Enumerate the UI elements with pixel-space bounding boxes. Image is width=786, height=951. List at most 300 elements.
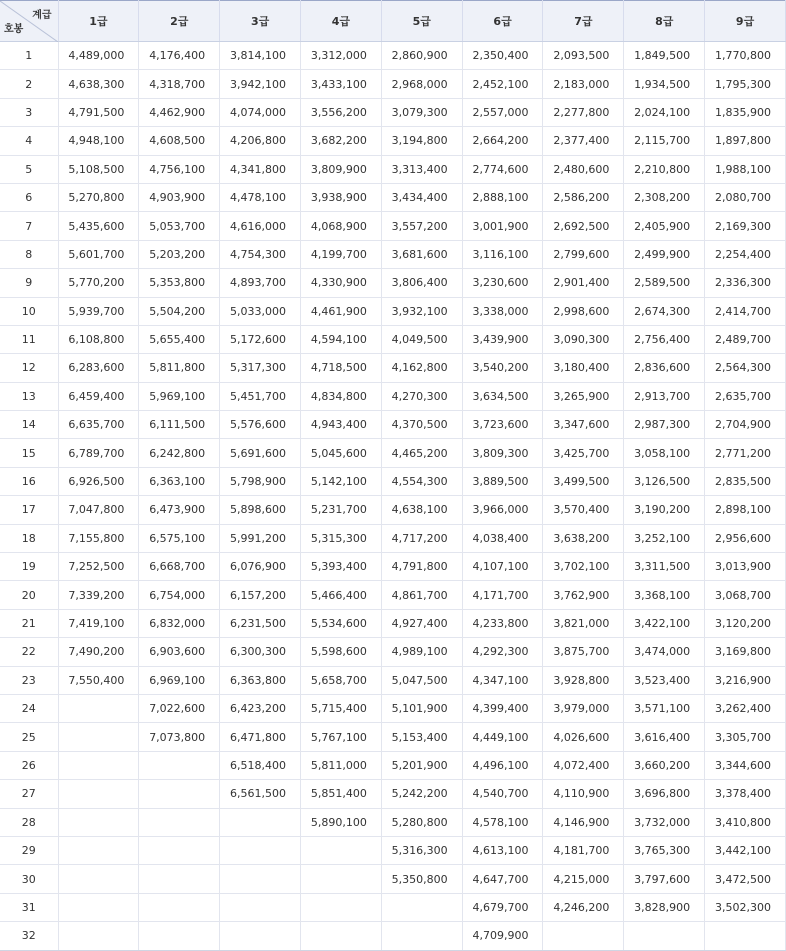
salary-cell: 2,835,500: [705, 467, 786, 495]
salary-cell: 1,770,800: [705, 42, 786, 70]
salary-cell: 2,968,000: [381, 70, 462, 98]
salary-cell: 4,638,300: [58, 70, 139, 98]
salary-cell: 5,969,100: [139, 382, 220, 410]
salary-cell: 2,557,000: [462, 98, 543, 126]
step-number-cell: 22: [0, 638, 58, 666]
salary-cell: 2,336,300: [705, 269, 786, 297]
salary-cell: 2,664,200: [462, 127, 543, 155]
salary-cell: 4,616,000: [220, 212, 301, 240]
table-row: [0, 70, 786, 98]
salary-cell: 2,913,700: [624, 382, 705, 410]
salary-cell: 3,190,200: [624, 496, 705, 524]
salary-cell: 4,270,300: [381, 382, 462, 410]
step-number-cell: 7: [0, 212, 58, 240]
salary-cell: 6,242,800: [139, 439, 220, 467]
step-number-cell: 8: [0, 240, 58, 268]
header-row: [0, 1, 786, 42]
salary-cell: 5,108,500: [58, 155, 139, 183]
salary-cell: 4,318,700: [139, 70, 220, 98]
salary-cell: 2,860,900: [381, 42, 462, 70]
salary-cell: 4,496,100: [462, 751, 543, 779]
table-row: [0, 42, 786, 70]
grade-header-cell: 1급: [58, 1, 139, 42]
table-row: [0, 524, 786, 552]
salary-cell: 2,774,600: [462, 155, 543, 183]
step-number-cell: 9: [0, 269, 58, 297]
salary-cell: 3,932,100: [381, 297, 462, 325]
salary-cell: 3,765,300: [624, 836, 705, 864]
step-axis-label: 호봉: [4, 24, 24, 35]
salary-cell: 4,489,000: [58, 42, 139, 70]
salary-cell: 2,115,700: [624, 127, 705, 155]
salary-cell: 3,928,800: [543, 666, 624, 694]
table-row: [0, 98, 786, 126]
salary-cell: 6,789,700: [58, 439, 139, 467]
salary-cell: 3,682,200: [301, 127, 382, 155]
salary-cell: 3,797,600: [624, 865, 705, 893]
salary-cell: 6,283,600: [58, 354, 139, 382]
salary-cell: 3,313,400: [381, 155, 462, 183]
salary-cell: 3,616,400: [624, 723, 705, 751]
salary-cell: 5,598,600: [301, 638, 382, 666]
table-row: [0, 865, 786, 893]
grade-header-cell: 2급: [139, 1, 220, 42]
salary-cell: 5,142,100: [301, 467, 382, 495]
salary-cell: 6,423,200: [220, 694, 301, 722]
salary-cell: 2,277,800: [543, 98, 624, 126]
salary-cell: 3,442,100: [705, 836, 786, 864]
salary-cell: 5,601,700: [58, 240, 139, 268]
salary-cell: 6,363,100: [139, 467, 220, 495]
salary-cell: 5,576,600: [220, 411, 301, 439]
salary-cell: 2,489,700: [705, 325, 786, 353]
grade-axis-label: 계급: [32, 10, 52, 21]
salary-cell: 4,756,100: [139, 155, 220, 183]
salary-cell: 5,504,200: [139, 297, 220, 325]
step-number-cell: 20: [0, 581, 58, 609]
salary-cell: [220, 836, 301, 864]
salary-cell: 6,157,200: [220, 581, 301, 609]
step-number-cell: 26: [0, 751, 58, 779]
salary-cell: 4,647,700: [462, 865, 543, 893]
salary-cell: 5,201,900: [381, 751, 462, 779]
salary-cell: [301, 865, 382, 893]
salary-cell: 3,312,000: [301, 42, 382, 70]
salary-cell: 2,987,300: [624, 411, 705, 439]
salary-cell: 4,478,100: [220, 183, 301, 211]
salary-cell: 7,339,200: [58, 581, 139, 609]
salary-cell: 3,762,900: [543, 581, 624, 609]
salary-cell: 3,378,400: [705, 780, 786, 808]
salary-cell: 2,377,400: [543, 127, 624, 155]
step-number-cell: 5: [0, 155, 58, 183]
salary-cell: 6,926,500: [58, 467, 139, 495]
salary-cell: [220, 865, 301, 893]
salary-cell: 4,948,100: [58, 127, 139, 155]
salary-cell: 4,068,900: [301, 212, 382, 240]
step-number-cell: 18: [0, 524, 58, 552]
step-number-cell: 13: [0, 382, 58, 410]
salary-cell: 5,767,100: [301, 723, 382, 751]
salary-cell: 5,898,600: [220, 496, 301, 524]
salary-cell: 6,076,900: [220, 553, 301, 581]
salary-cell: [139, 865, 220, 893]
salary-cell: 5,658,700: [301, 666, 382, 694]
salary-cell: 5,242,200: [381, 780, 462, 808]
salary-cell: 3,502,300: [705, 893, 786, 921]
salary-cell: 2,414,700: [705, 297, 786, 325]
salary-cell: 4,861,700: [381, 581, 462, 609]
step-number-cell: 30: [0, 865, 58, 893]
step-number-cell: 10: [0, 297, 58, 325]
salary-cell: 5,270,800: [58, 183, 139, 211]
salary-cell: 3,556,200: [301, 98, 382, 126]
salary-cell: 5,203,200: [139, 240, 220, 268]
salary-cell: 5,101,900: [381, 694, 462, 722]
step-number-cell: 14: [0, 411, 58, 439]
salary-cell: 4,554,300: [381, 467, 462, 495]
table-row: [0, 836, 786, 864]
salary-cell: [220, 893, 301, 921]
salary-cell: 4,903,900: [139, 183, 220, 211]
salary-cell: 3,809,300: [462, 439, 543, 467]
table-row: [0, 609, 786, 637]
salary-cell: 4,449,100: [462, 723, 543, 751]
salary-cell: 3,702,100: [543, 553, 624, 581]
salary-cell: 2,080,700: [705, 183, 786, 211]
salary-cell: 3,368,100: [624, 581, 705, 609]
salary-cell: 4,679,700: [462, 893, 543, 921]
salary-cell: 4,074,000: [220, 98, 301, 126]
salary-cell: 4,791,800: [381, 553, 462, 581]
table-row: [0, 553, 786, 581]
salary-cell: 2,704,900: [705, 411, 786, 439]
salary-cell: 3,001,900: [462, 212, 543, 240]
grade-header-cell: 7급: [543, 1, 624, 42]
salary-cell: 4,989,100: [381, 638, 462, 666]
grade-header-cell: 5급: [381, 1, 462, 42]
table-row: [0, 127, 786, 155]
salary-cell: 4,613,100: [462, 836, 543, 864]
salary-cell: [58, 751, 139, 779]
table-row: [0, 269, 786, 297]
salary-cell: 2,210,800: [624, 155, 705, 183]
salary-cell: 3,305,700: [705, 723, 786, 751]
salary-cell: 6,363,800: [220, 666, 301, 694]
salary-cell: [301, 893, 382, 921]
salary-cell: 5,939,700: [58, 297, 139, 325]
salary-cell: 5,350,800: [381, 865, 462, 893]
salary-cell: 6,300,300: [220, 638, 301, 666]
salary-cell: 3,474,000: [624, 638, 705, 666]
salary-cell: 1,795,300: [705, 70, 786, 98]
salary-cell: 4,791,500: [58, 98, 139, 126]
salary-cell: 2,254,400: [705, 240, 786, 268]
salary-cell: 3,814,100: [220, 42, 301, 70]
salary-cell: 2,169,300: [705, 212, 786, 240]
step-number-cell: 17: [0, 496, 58, 524]
salary-cell: 1,835,900: [705, 98, 786, 126]
salary-cell: 3,422,100: [624, 609, 705, 637]
table-row: [0, 411, 786, 439]
salary-cell: 4,465,200: [381, 439, 462, 467]
salary-cell: 2,350,400: [462, 42, 543, 70]
step-number-cell: 29: [0, 836, 58, 864]
grade-header-cell: 4급: [301, 1, 382, 42]
salary-cell: 5,317,300: [220, 354, 301, 382]
salary-cell: 5,353,800: [139, 269, 220, 297]
salary-cell: 3,338,000: [462, 297, 543, 325]
table-row: [0, 212, 786, 240]
salary-cell: 2,308,200: [624, 183, 705, 211]
salary-cell: 3,216,900: [705, 666, 786, 694]
salary-cell: 4,107,100: [462, 553, 543, 581]
salary-cell: 3,828,900: [624, 893, 705, 921]
table-body: [0, 42, 786, 951]
salary-cell: 4,834,800: [301, 382, 382, 410]
salary-cell: 3,499,500: [543, 467, 624, 495]
salary-cell: 3,732,000: [624, 808, 705, 836]
salary-cell: 3,875,700: [543, 638, 624, 666]
table-row: [0, 808, 786, 836]
salary-cell: 3,540,200: [462, 354, 543, 382]
step-number-cell: 6: [0, 183, 58, 211]
salary-cell: 2,692,500: [543, 212, 624, 240]
salary-cell: 4,026,600: [543, 723, 624, 751]
salary-cell: 7,550,400: [58, 666, 139, 694]
salary-cell: 4,347,100: [462, 666, 543, 694]
salary-cell: 6,969,100: [139, 666, 220, 694]
salary-cell: 7,022,600: [139, 694, 220, 722]
salary-cell: 4,718,500: [301, 354, 382, 382]
salary-cell: 4,246,200: [543, 893, 624, 921]
table-row: [0, 723, 786, 751]
salary-cell: 5,691,600: [220, 439, 301, 467]
table-row: [0, 240, 786, 268]
salary-cell: [381, 893, 462, 921]
salary-cell: 3,252,100: [624, 524, 705, 552]
salary-cell: 6,518,400: [220, 751, 301, 779]
step-number-cell: 23: [0, 666, 58, 694]
salary-cell: 2,756,400: [624, 325, 705, 353]
salary-cell: [220, 808, 301, 836]
salary-cell: 2,956,600: [705, 524, 786, 552]
salary-cell: 2,564,300: [705, 354, 786, 382]
salary-cell: 4,171,700: [462, 581, 543, 609]
table-row: [0, 496, 786, 524]
salary-cell: 3,681,600: [381, 240, 462, 268]
salary-cell: 3,966,000: [462, 496, 543, 524]
salary-cell: 4,717,200: [381, 524, 462, 552]
salary-cell: 5,316,300: [381, 836, 462, 864]
salary-cell: 4,162,800: [381, 354, 462, 382]
salary-cell: 4,206,800: [220, 127, 301, 155]
salary-cell: 3,809,900: [301, 155, 382, 183]
salary-cell: 2,901,400: [543, 269, 624, 297]
salary-cell: 4,038,400: [462, 524, 543, 552]
salary-cell: 3,120,200: [705, 609, 786, 637]
salary-cell: 3,638,200: [543, 524, 624, 552]
grade-header-cell: 9급: [705, 1, 786, 42]
salary-cell: 4,233,800: [462, 609, 543, 637]
salary-cell: 2,586,200: [543, 183, 624, 211]
step-number-cell: 4: [0, 127, 58, 155]
step-number-cell: 27: [0, 780, 58, 808]
salary-cell: 5,534,600: [301, 609, 382, 637]
salary-cell: 7,419,100: [58, 609, 139, 637]
salary-cell: 2,799,600: [543, 240, 624, 268]
salary-cell: 5,033,000: [220, 297, 301, 325]
salary-cell: 4,638,100: [381, 496, 462, 524]
salary-cell: 1,988,100: [705, 155, 786, 183]
salary-cell: 3,194,800: [381, 127, 462, 155]
salary-cell: [58, 836, 139, 864]
salary-cell: [139, 893, 220, 921]
salary-cell: 3,068,700: [705, 581, 786, 609]
salary-cell: 4,461,900: [301, 297, 382, 325]
step-number-cell: 16: [0, 467, 58, 495]
grade-header-cell: 6급: [462, 1, 543, 42]
step-number-cell: 15: [0, 439, 58, 467]
salary-cell: 3,723,600: [462, 411, 543, 439]
table-row: [0, 581, 786, 609]
salary-cell: 3,058,100: [624, 439, 705, 467]
salary-cell: 3,434,400: [381, 183, 462, 211]
salary-cell: 2,888,100: [462, 183, 543, 211]
salary-cell: 3,013,900: [705, 553, 786, 581]
salary-cell: 2,480,600: [543, 155, 624, 183]
table-row: [0, 183, 786, 211]
salary-cell: 2,405,900: [624, 212, 705, 240]
salary-cell: 3,311,500: [624, 553, 705, 581]
salary-cell: 5,435,600: [58, 212, 139, 240]
table-row: [0, 666, 786, 694]
salary-cell: 2,093,500: [543, 42, 624, 70]
salary-cell: 5,991,200: [220, 524, 301, 552]
table-row: [0, 297, 786, 325]
salary-cell: 4,110,900: [543, 780, 624, 808]
table-row: [0, 638, 786, 666]
step-number-cell: 31: [0, 893, 58, 921]
salary-cell: 4,049,500: [381, 325, 462, 353]
salary-cell: 5,851,400: [301, 780, 382, 808]
step-number-cell: 25: [0, 723, 58, 751]
salary-cell: 2,771,200: [705, 439, 786, 467]
salary-cell: 5,280,800: [381, 808, 462, 836]
salary-cell: 2,836,600: [624, 354, 705, 382]
salary-cell: 5,315,300: [301, 524, 382, 552]
step-number-cell: 1: [0, 42, 58, 70]
salary-cell: 5,811,800: [139, 354, 220, 382]
salary-cell: [58, 893, 139, 921]
salary-cell: 3,265,900: [543, 382, 624, 410]
salary-cell: 3,821,000: [543, 609, 624, 637]
salary-cell: 4,578,100: [462, 808, 543, 836]
salary-cell: 4,292,300: [462, 638, 543, 666]
salary-cell: 5,770,200: [58, 269, 139, 297]
salary-cell: 6,561,500: [220, 780, 301, 808]
salary-cell: 6,754,000: [139, 581, 220, 609]
salary-cell: 5,045,600: [301, 439, 382, 467]
step-number-cell: 12: [0, 354, 58, 382]
salary-cell: 4,608,500: [139, 127, 220, 155]
salary-cell: 6,668,700: [139, 553, 220, 581]
salary-cell: 2,452,100: [462, 70, 543, 98]
salary-cell: 5,715,400: [301, 694, 382, 722]
salary-cell: 3,523,400: [624, 666, 705, 694]
salary-cell: 3,570,400: [543, 496, 624, 524]
salary-cell: 3,126,500: [624, 467, 705, 495]
salary-cell: 2,183,000: [543, 70, 624, 98]
salary-cell: 3,230,600: [462, 269, 543, 297]
salary-cell: 4,540,700: [462, 780, 543, 808]
salary-cell: 6,903,600: [139, 638, 220, 666]
salary-cell: 5,047,500: [381, 666, 462, 694]
salary-cell: 6,575,100: [139, 524, 220, 552]
table-row: [0, 325, 786, 353]
step-number-cell: 21: [0, 609, 58, 637]
salary-cell: 3,696,800: [624, 780, 705, 808]
salary-cell: 5,393,400: [301, 553, 382, 581]
table-row: [0, 893, 786, 921]
salary-cell: 2,024,100: [624, 98, 705, 126]
salary-cell: 3,116,100: [462, 240, 543, 268]
table-row: [0, 467, 786, 495]
salary-cell: 3,557,200: [381, 212, 462, 240]
salary-cell: 4,399,400: [462, 694, 543, 722]
salary-cell: 3,979,000: [543, 694, 624, 722]
salary-cell: 5,811,000: [301, 751, 382, 779]
step-number-cell: 2: [0, 70, 58, 98]
salary-cell: 4,709,900: [462, 922, 543, 950]
salary-cell: 3,942,100: [220, 70, 301, 98]
salary-cell: [301, 836, 382, 864]
salary-cell: 5,231,700: [301, 496, 382, 524]
step-number-cell: 28: [0, 808, 58, 836]
salary-cell: 5,172,600: [220, 325, 301, 353]
salary-cell: 6,473,900: [139, 496, 220, 524]
salary-cell: 4,181,700: [543, 836, 624, 864]
salary-cell: 3,889,500: [462, 467, 543, 495]
salary-cell: 2,898,100: [705, 496, 786, 524]
salary-cell: 4,943,400: [301, 411, 382, 439]
salary-cell: 1,897,800: [705, 127, 786, 155]
salary-cell: 3,425,700: [543, 439, 624, 467]
salary-cell: 2,635,700: [705, 382, 786, 410]
step-number-cell: 3: [0, 98, 58, 126]
corner-header-cell: [0, 1, 58, 42]
salary-cell: [139, 780, 220, 808]
salary-cell: [58, 865, 139, 893]
table-row: [0, 354, 786, 382]
salary-cell: 6,108,800: [58, 325, 139, 353]
salary-cell: 6,832,000: [139, 609, 220, 637]
salary-cell: 5,053,700: [139, 212, 220, 240]
table-row: [0, 751, 786, 779]
salary-cell: 2,998,600: [543, 297, 624, 325]
salary-cell: 5,153,400: [381, 723, 462, 751]
salary-cell: 4,176,400: [139, 42, 220, 70]
salary-cell: 6,471,800: [220, 723, 301, 751]
salary-cell: 2,499,900: [624, 240, 705, 268]
grade-header-cell: 3급: [220, 1, 301, 42]
step-number-cell: 19: [0, 553, 58, 581]
salary-cell: 4,199,700: [301, 240, 382, 268]
salary-cell: 7,252,500: [58, 553, 139, 581]
salary-cell: 3,347,600: [543, 411, 624, 439]
salary-cell: 7,047,800: [58, 496, 139, 524]
salary-cell: 4,146,900: [543, 808, 624, 836]
